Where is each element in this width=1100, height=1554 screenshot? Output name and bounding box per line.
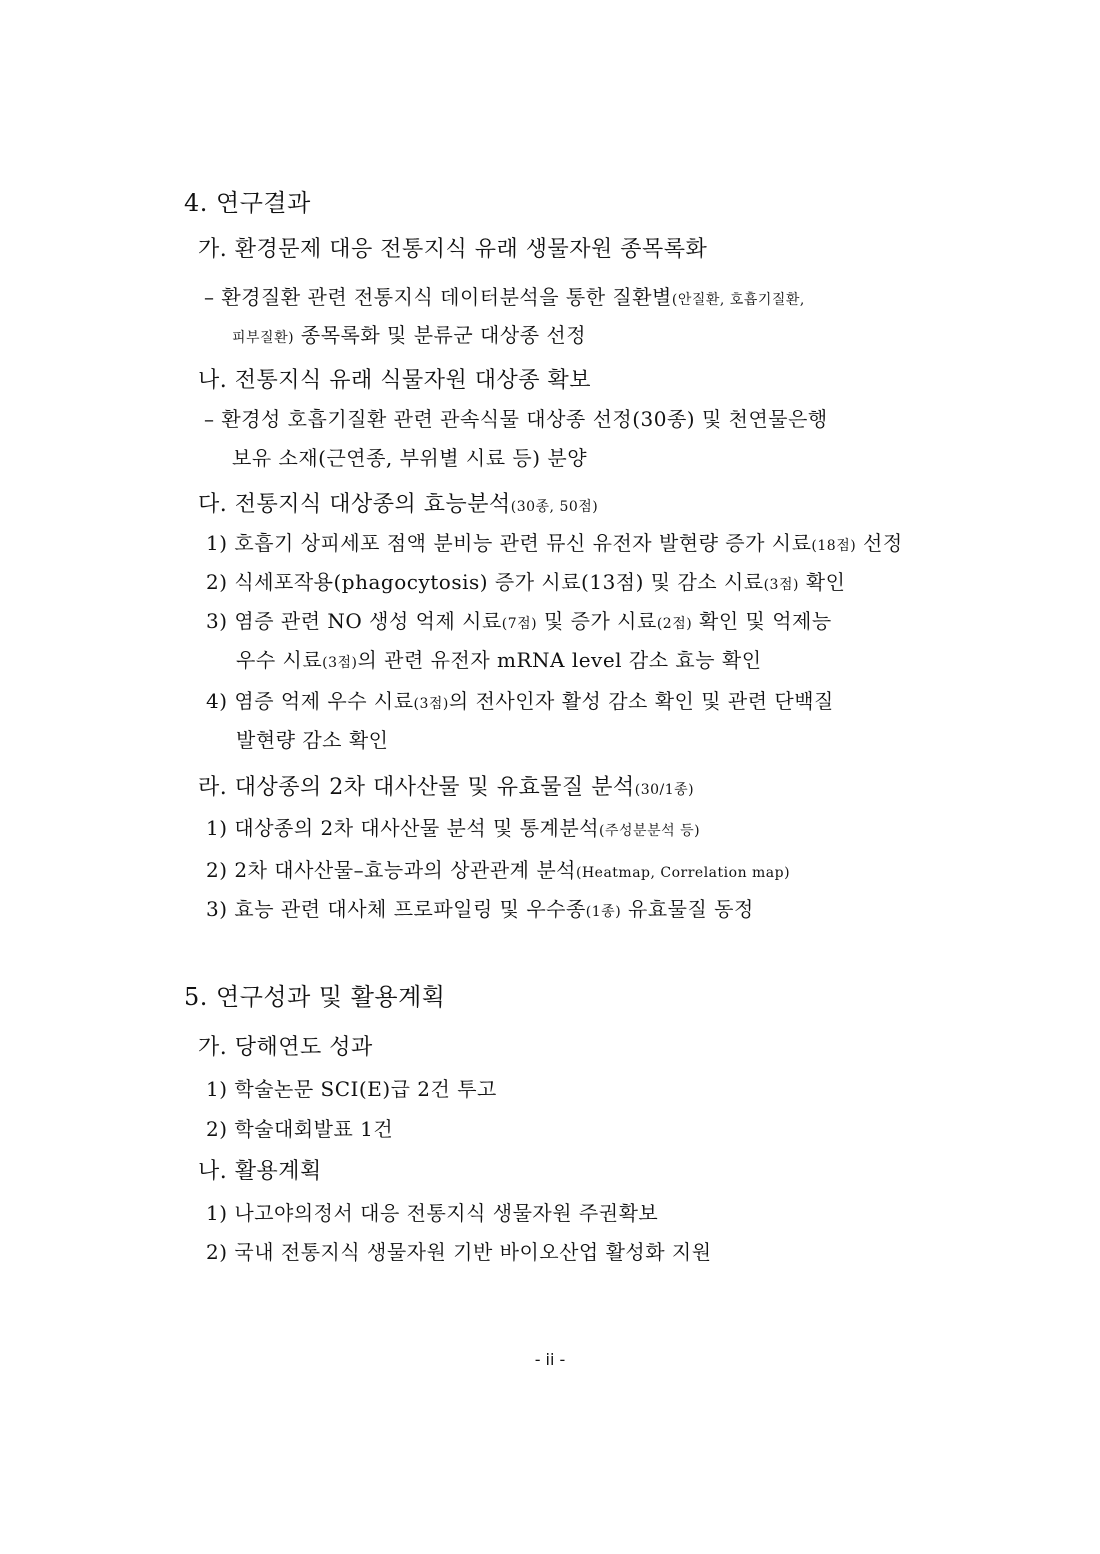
text: 3) 효능 관련 대사체 프로파일링 및 우수종 — [206, 897, 586, 921]
small-text: (3점) — [413, 696, 449, 712]
text: 2) 국내 전통지식 생물자원 기반 바이오산업 활성화 지원 — [206, 1240, 712, 1264]
numbered-item — [206, 815, 700, 844]
text: 다. 전통지식 대상종의 효능분석 — [198, 492, 511, 517]
small-text: (Heatmap, Correlation map) — [575, 865, 791, 881]
bullet-continuation — [232, 445, 587, 471]
small-text: 피부질환) — [232, 330, 295, 346]
numbered-item — [206, 608, 832, 637]
numbered-item — [206, 1239, 712, 1265]
small-text: (안질환, 호흡기질환, — [671, 292, 805, 308]
text: 1) 학술논문 SCI(E)급 2건 투고 — [206, 1077, 497, 1101]
text: 1) 호흡기 상피세포 점액 분비능 관련 뮤신 유전자 발현량 증가 시료 — [206, 531, 812, 555]
text: 확인 — [798, 570, 846, 594]
text: 2) 학술대회발표 1건 — [206, 1117, 394, 1141]
numbered-item — [206, 1116, 393, 1142]
small-text: (7점) — [501, 616, 538, 632]
numbered-item — [206, 1076, 497, 1102]
numbered-continuation — [236, 647, 762, 676]
small-text: (3점) — [763, 577, 799, 593]
subsection-heading — [198, 367, 591, 395]
numbered-item — [206, 857, 790, 886]
small-text: (30종, 50점) — [510, 499, 599, 515]
text: 확인 및 억제능 — [692, 609, 832, 633]
numbered-item — [206, 688, 834, 717]
text: 종목록화 및 분류군 대상종 선정 — [294, 323, 587, 347]
text: 유효물질 동정 — [621, 897, 754, 921]
small-text: (주성분분석 등) — [599, 823, 701, 839]
small-text: (1종) — [585, 904, 622, 920]
text: 의 전사인자 활성 감소 확인 및 관련 단백질 — [448, 689, 834, 713]
text: 4. 연구결과 — [184, 189, 311, 217]
bullet-item — [204, 284, 805, 313]
text: 라. 대상종의 2차 대사산물 및 유효물질 분석 — [198, 775, 635, 800]
numbered-item — [206, 530, 903, 559]
section-heading — [184, 982, 445, 1012]
section-heading — [184, 188, 311, 218]
text: 나. 전통지식 유래 식물자원 대상종 확보 — [198, 368, 591, 393]
small-text: (18점) — [811, 538, 857, 554]
text: 2) 식세포작용(phagocytosis) 증가 시료(13점) 및 감소 시료 — [206, 570, 764, 594]
text: 가. 당해연도 성과 — [198, 1035, 373, 1060]
numbered-item — [206, 569, 845, 598]
text: 우수 시료 — [236, 648, 323, 672]
text: 1) 대상종의 2차 대사산물 분석 및 통계분석 — [206, 816, 600, 840]
bullet-continuation — [232, 322, 586, 351]
small-text: (2점) — [656, 616, 693, 632]
text: 5. 연구성과 및 활용계획 — [184, 983, 446, 1011]
text: 나. 활용계획 — [198, 1159, 322, 1184]
subsection-heading — [198, 491, 598, 521]
text: 의 관련 유전자 mRNA level 감소 효능 확인 — [357, 648, 762, 672]
numbered-item — [206, 1200, 658, 1226]
text: 가. 환경문제 대응 전통지식 유래 생물자원 종목록화 — [198, 237, 708, 262]
small-text: (30/1종) — [634, 782, 695, 798]
bullet-item — [204, 406, 828, 432]
numbered-item — [206, 896, 754, 925]
subsection-heading — [198, 774, 694, 804]
text: 2) 2차 대사산물–효능과의 상관관계 분석 — [206, 858, 576, 882]
text: 3) 염증 관련 NO 생성 억제 시료 — [206, 609, 502, 633]
text: 및 증가 시료 — [537, 609, 657, 633]
page-number: - ii - — [534, 1350, 566, 1369]
subsection-heading — [198, 236, 707, 264]
text: – 환경질환 관련 전통지식 데이터분석을 통한 질환별 — [204, 285, 672, 309]
text: 선정 — [856, 531, 903, 555]
text: 발현량 감소 확인 — [236, 728, 389, 752]
text: 1) 나고야의정서 대응 전통지식 생물자원 주권확보 — [206, 1201, 659, 1225]
small-text: (3점) — [322, 655, 358, 671]
text: – 환경성 호흡기질환 관련 관속식물 대상종 선정(30종) 및 천연물은행 — [204, 407, 828, 431]
text: 보유 소재(근연종, 부위별 시료 등) 분양 — [232, 446, 588, 470]
text: 4) 염증 억제 우수 시료 — [206, 689, 414, 713]
subsection-heading — [198, 1034, 373, 1062]
numbered-continuation — [236, 727, 388, 753]
subsection-heading — [198, 1158, 322, 1186]
